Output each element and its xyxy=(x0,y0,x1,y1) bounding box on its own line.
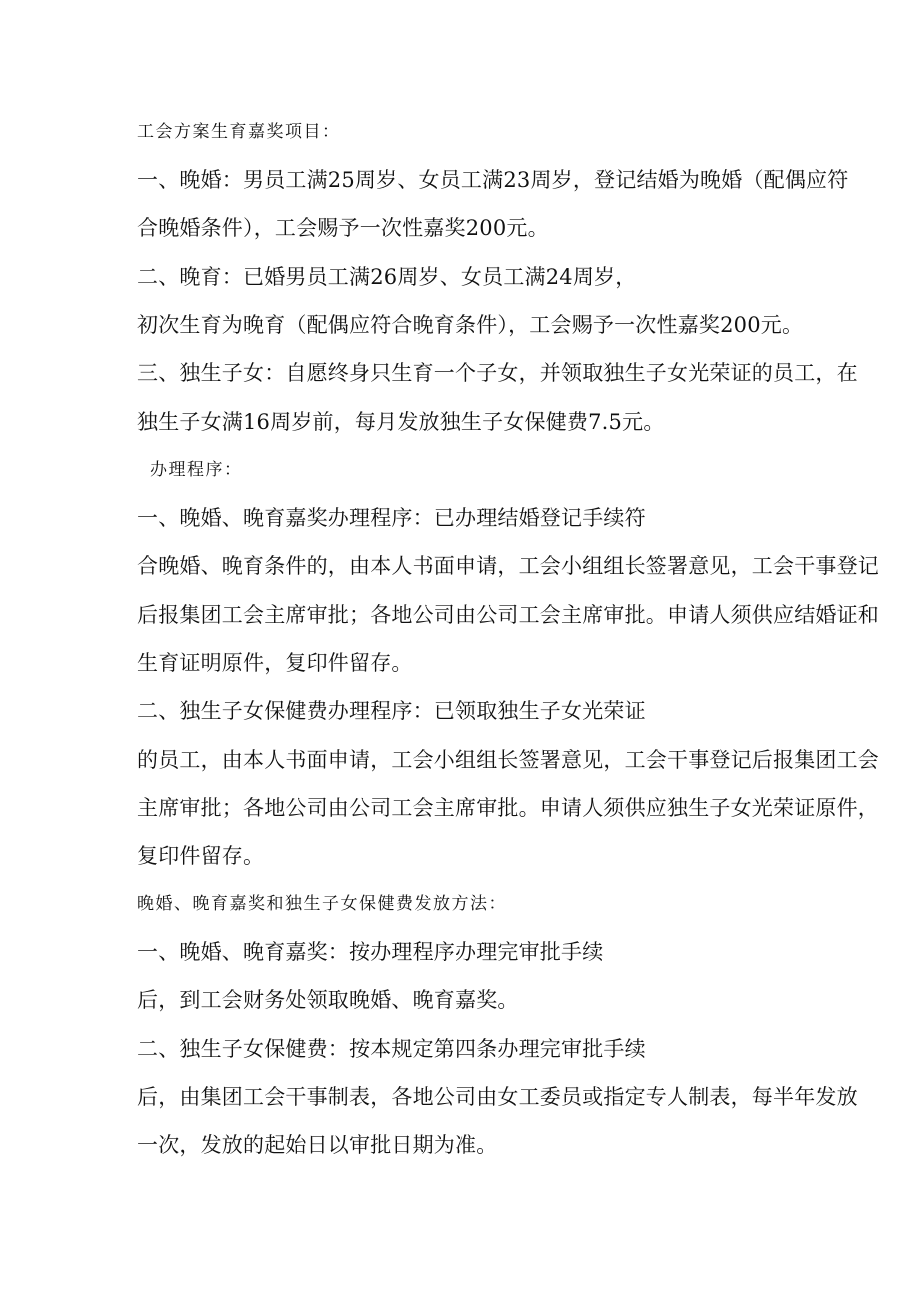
paragraph-line: 后，由集团工会干事制表，各地公司由女工委员或指定专人制表，每半年发放 xyxy=(137,1085,858,1109)
section-heading-procedure: 办理程序： xyxy=(150,460,243,480)
paragraph-line: 一、晚婚：男员工满25周岁、女员工满23周岁，登记结婚为晚婚（配偶应符 xyxy=(137,168,849,192)
paragraph-line: 一、晚婚、晚育嘉奖：按办理程序办理完审批手续 xyxy=(137,940,604,964)
paragraph-line: 生育证明原件，复印件留存。 xyxy=(137,651,413,675)
paragraph-line: 的员工，由本人书面申请，工会小组组长签署意见，工会干事登记后报集团工会 xyxy=(137,748,879,772)
section-heading-payment: 晚婚、晚育嘉奖和独生子女保健费发放方法： xyxy=(137,894,507,914)
paragraph-line: 复印件留存。 xyxy=(137,844,265,868)
paragraph-line: 二、独生子女保健费：按本规定第四条办理完审批手续 xyxy=(137,1037,646,1061)
paragraph-line: 初次生育为晚育（配偶应符合晚育条件），工会赐予一次性嘉奖200元。 xyxy=(137,313,804,337)
paragraph-line: 一次，发放的起始日以审批日期为准。 xyxy=(137,1133,498,1157)
paragraph-line: 后报集团工会主席审批；各地公司由公司工会主席审批。申请人须供应结婚证和 xyxy=(137,603,879,627)
paragraph-line: 三、独生子女：自愿终身只生育一个子女，并领取独生子女光荣证的员工，在 xyxy=(137,361,858,385)
section-heading-benefits: 工会方案生育嘉奖项目： xyxy=(137,122,341,142)
paragraph-line: 主席审批；各地公司由公司工会主席审批。申请人须供应独生子女光荣证原件， xyxy=(137,796,879,820)
paragraph-line: 合晚婚、晚育条件的，由本人书面申请，工会小组组长签署意见，工会干事登记 xyxy=(137,554,879,578)
paragraph-line: 后，到工会财务处领取晚婚、晚育嘉奖。 xyxy=(137,988,519,1012)
paragraph-line: 二、晚育：已婚男员工满26周岁、女员工满24周岁， xyxy=(137,265,637,289)
paragraph-line: 一、晚婚、晚育嘉奖办理程序：已办理结婚登记手续符 xyxy=(137,506,646,530)
paragraph-line: 独生子女满16周岁前，每月发放独生子女保健费7.5元。 xyxy=(137,410,665,434)
paragraph-line: 二、独生子女保健费办理程序：已领取独生子女光荣证 xyxy=(137,699,646,723)
paragraph-line: 合晚婚条件），工会赐予一次性嘉奖200元。 xyxy=(137,216,549,240)
